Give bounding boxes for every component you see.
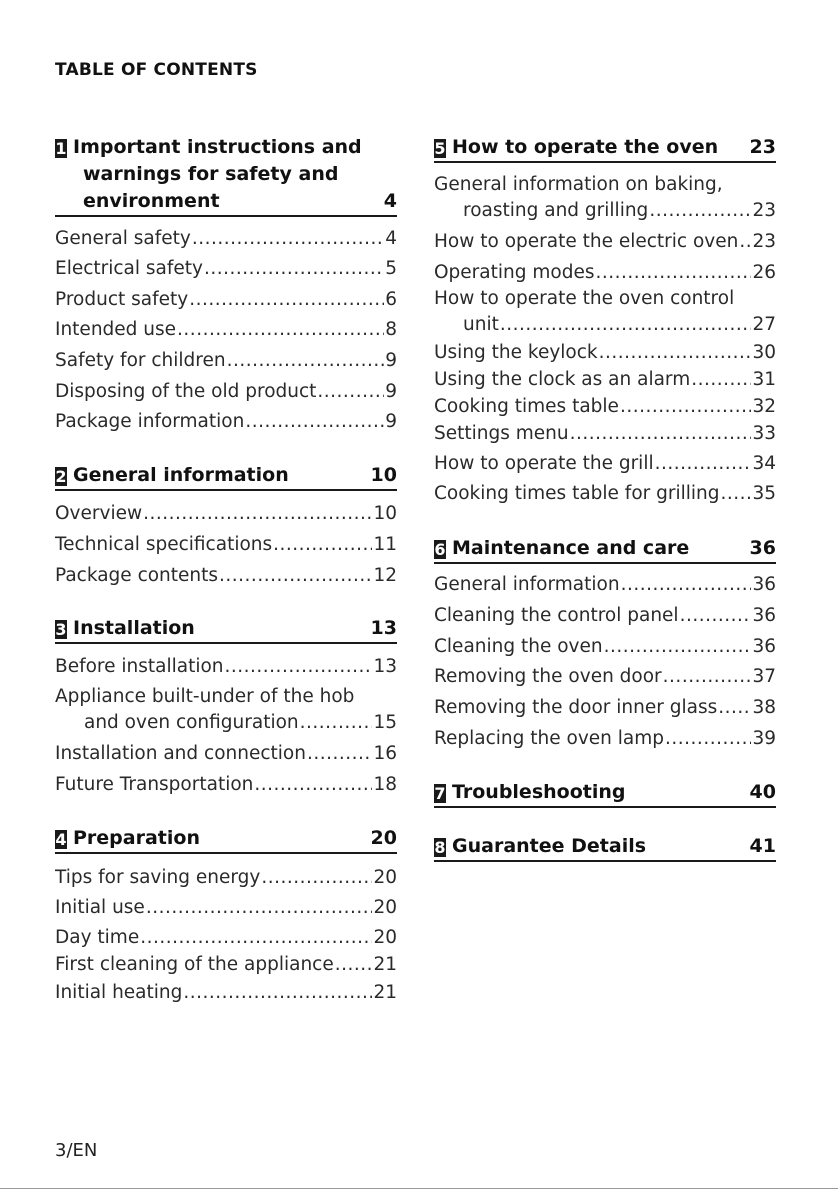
toc-entry-page: 20: [373, 927, 397, 948]
toc-entry[interactable]: [434, 340, 776, 366]
toc-entry-page: 4: [385, 228, 397, 249]
dot-leader: [718, 695, 751, 721]
toc-column-left: [55, 0, 397, 1191]
toc-entry-text: How to operate the grill: [434, 453, 654, 474]
toc-entry-page: 34: [752, 453, 776, 474]
toc-entry[interactable]: [434, 451, 776, 477]
toc-entry-page: 37: [752, 666, 776, 687]
toc-entry-page: 11: [373, 534, 397, 555]
toc-entry[interactable]: [55, 287, 397, 313]
toc-entry-text: and oven configuration: [84, 712, 299, 733]
toc-entry[interactable]: [55, 654, 397, 680]
toc-entry[interactable]: [55, 409, 397, 435]
toc-entry-text: Day time: [55, 927, 140, 948]
toc-entry-text: Appliance built-under of the hob: [55, 686, 355, 707]
dot-leader: [227, 348, 385, 374]
toc-entry[interactable]: [434, 603, 776, 629]
section-page-number: 13: [370, 617, 397, 639]
dot-leader: [665, 726, 751, 752]
toc-entry[interactable]: [55, 741, 397, 767]
dot-leader: [655, 451, 752, 477]
toc-entry-page: 35: [752, 483, 776, 504]
toc-entry[interactable]: [55, 563, 397, 589]
toc-entry[interactable]: [55, 952, 397, 978]
toc-entry-text: How to operate the oven control: [434, 288, 735, 309]
dot-leader: [570, 421, 752, 447]
toc-entry-text: How to operate the electric oven: [434, 231, 739, 252]
toc-entry-page: 23: [752, 200, 776, 221]
section-title: How to operate the oven: [452, 136, 719, 158]
dot-leader: [317, 379, 384, 405]
section-page-number: 23: [749, 136, 776, 158]
toc-entry-page: 31: [752, 369, 776, 390]
toc-entry-text: Cleaning the oven: [434, 636, 603, 657]
dot-leader: [663, 664, 752, 690]
toc-entry-page: 13: [373, 656, 397, 677]
toc-entry-text: Package contents: [55, 565, 219, 586]
section-page-number: 20: [370, 827, 397, 849]
dot-leader: [192, 226, 384, 252]
toc-entry-page: 30: [752, 342, 776, 363]
dot-leader: [599, 340, 752, 366]
section-page-number: 40: [749, 781, 776, 803]
section-number-badge: 5: [434, 139, 446, 158]
section-number-badge: 2: [55, 467, 67, 486]
section-title: Important instructions and: [73, 136, 362, 158]
section-number-badge: 6: [434, 540, 446, 559]
toc-entry[interactable]: [55, 684, 397, 736]
dot-leader: [219, 563, 372, 589]
toc-entry[interactable]: [55, 501, 397, 527]
section-page-number: 41: [749, 835, 776, 857]
toc-entry[interactable]: [434, 726, 776, 752]
toc-entry[interactable]: [55, 317, 397, 343]
toc-entry-text: Removing the oven door: [434, 666, 662, 687]
toc-entry-page: 27: [752, 314, 776, 335]
toc-entry-page: 39: [752, 728, 776, 749]
section-heading[interactable]: [55, 615, 397, 644]
toc-entry[interactable]: [55, 980, 397, 1006]
toc-entry[interactable]: [434, 634, 776, 660]
section-title: environment: [83, 190, 220, 212]
dot-leader: [691, 367, 751, 393]
toc-entry-page: 12: [373, 565, 397, 586]
dot-leader: [621, 572, 752, 598]
toc-entry-page: 20: [373, 897, 397, 918]
toc-entry-text: Future Transportation: [55, 774, 254, 795]
dot-leader: [500, 312, 752, 338]
dot-leader: [604, 634, 752, 660]
toc-entry-text: Cleaning the control panel: [434, 605, 679, 626]
section-number-badge: 7: [434, 784, 446, 803]
toc-entry[interactable]: [55, 865, 397, 891]
dot-leader: [273, 532, 372, 558]
toc-entry[interactable]: [434, 421, 776, 447]
dot-leader: [261, 865, 372, 891]
toc-entry-text: General safety: [55, 228, 191, 249]
toc-entry-text: Technical specifications: [55, 534, 273, 555]
toc-entry[interactable]: [55, 532, 397, 558]
toc-entry-text: Removing the door inner glass: [434, 697, 718, 718]
dot-leader: [143, 501, 372, 527]
toc-entry-text: Disposing of the old product: [55, 381, 317, 402]
toc-entry-text: unit: [463, 314, 499, 335]
toc-entry-text: Initial use: [55, 897, 145, 918]
toc-entry-page: 38: [752, 697, 776, 718]
toc-entry-text: Tips for saving energy: [55, 867, 261, 888]
section-heading[interactable]: [434, 779, 776, 808]
toc-entry-page: 33: [752, 423, 776, 444]
toc-entry-page: 18: [373, 774, 397, 795]
toc-entry[interactable]: [434, 695, 776, 721]
dot-leader: [254, 772, 372, 798]
toc-entry-text: Safety for children: [55, 350, 226, 371]
dot-leader: [721, 481, 752, 507]
section-heading[interactable]: [55, 825, 397, 854]
toc-entry[interactable]: [434, 394, 776, 420]
toc-entry-text: Using the keylock: [434, 342, 598, 363]
section-page-number: 4: [383, 190, 397, 212]
dot-leader: [183, 980, 372, 1006]
toc-entry-text: First cleaning of the appliance: [55, 954, 334, 975]
toc-entry[interactable]: [55, 348, 397, 374]
toc-entry[interactable]: [55, 925, 397, 951]
section-page-number: 10: [370, 464, 397, 486]
toc-entry-text: Product safety: [55, 289, 189, 310]
toc-entry-text: Installation and connection: [55, 743, 306, 764]
dot-leader: [204, 256, 384, 282]
toc-entry[interactable]: [434, 260, 776, 286]
toc-entry[interactable]: [434, 229, 776, 255]
section-title: Preparation: [73, 827, 200, 849]
toc-entry[interactable]: [55, 772, 397, 798]
toc-entry-page: 9: [385, 411, 397, 432]
section-heading[interactable]: [55, 134, 397, 217]
toc-entry-text: General information on baking,: [434, 174, 723, 195]
section-number-badge: 4: [55, 830, 67, 849]
section-title: Guarantee Details: [452, 835, 647, 857]
toc-entry-text: Initial heating: [55, 982, 183, 1003]
toc-entry-page: 21: [373, 954, 397, 975]
toc-entry-text: roasting and grilling: [463, 200, 649, 221]
toc-entry-page: 6: [385, 289, 397, 310]
toc-entry-text: Cooking times table for grilling: [434, 483, 720, 504]
section-page-number: 36: [749, 537, 776, 559]
section-title: Troubleshooting: [452, 781, 626, 803]
dot-leader: [680, 603, 752, 629]
section-title: General information: [73, 464, 289, 486]
toc-entry-page: 36: [752, 605, 776, 626]
toc-entry-page: 15: [373, 712, 397, 733]
dot-leader: [245, 409, 384, 435]
toc-entry-text: Package information: [55, 411, 245, 432]
toc-entry-text: Replacing the oven lamp: [434, 728, 665, 749]
dot-leader: [189, 287, 384, 313]
toc-entry[interactable]: [434, 572, 776, 598]
section-number-badge: 8: [434, 838, 446, 857]
toc-entry-page: 23: [752, 231, 776, 252]
toc-entry-page: 10: [373, 503, 397, 524]
section-heading[interactable]: [434, 833, 776, 862]
section-number-badge: 3: [55, 620, 67, 639]
section-number-badge: 1: [55, 139, 67, 158]
toc-entry-page: 5: [385, 258, 397, 279]
dot-leader: [140, 925, 372, 951]
toc-entry-page: 26: [752, 262, 776, 283]
toc-entry[interactable]: [434, 367, 776, 393]
toc-entry-text: Cooking times table: [434, 396, 619, 417]
toc-entry-text: Intended use: [55, 319, 177, 340]
toc-entry-page: 8: [385, 319, 397, 340]
section-title: Installation: [73, 617, 195, 639]
toc-column-right: [434, 0, 776, 1191]
toc-entry-page: 32: [752, 396, 776, 417]
toc-entry[interactable]: [55, 379, 397, 405]
section-title: Maintenance and care: [452, 537, 690, 559]
section-heading[interactable]: [434, 134, 776, 163]
dot-leader: [225, 654, 373, 680]
toc-entry-page: 21: [373, 982, 397, 1003]
toc-entry-text: Settings menu: [434, 423, 569, 444]
toc-entry[interactable]: [55, 226, 397, 252]
toc-entry-page: 20: [373, 867, 397, 888]
section-heading[interactable]: [434, 535, 776, 564]
toc-entry-text: Operating modes: [434, 262, 595, 283]
dot-leader: [335, 952, 373, 978]
toc-entry[interactable]: [434, 286, 776, 338]
toc-entry-page: 9: [385, 381, 397, 402]
toc-entry-page: 36: [752, 636, 776, 657]
dot-leader: [595, 260, 751, 286]
section-heading[interactable]: [55, 462, 397, 491]
toc-entry-text: Overview: [55, 503, 143, 524]
toc-entry-text: General information: [434, 574, 620, 595]
toc-entry-page: 9: [385, 350, 397, 371]
toc-entry-text: Electrical safety: [55, 258, 203, 279]
dot-leader: [177, 317, 384, 343]
toc-entry[interactable]: [55, 256, 397, 282]
toc-entry-page: 36: [752, 574, 776, 595]
toc-entry-text: Using the clock as an alarm: [434, 369, 691, 390]
page-title: TABLE OF CONTENTS: [55, 60, 258, 80]
dot-leader: [146, 895, 373, 921]
dot-leader: [307, 741, 372, 767]
dot-leader: [620, 394, 752, 420]
dot-leader: [300, 710, 373, 736]
page-number: 3/EN: [55, 1140, 98, 1161]
section-title: warnings for safety and: [83, 163, 339, 185]
toc-entry[interactable]: [434, 172, 776, 224]
toc-entry[interactable]: [55, 895, 397, 921]
toc-entry-text: Before installation: [55, 656, 224, 677]
toc-entry[interactable]: [434, 664, 776, 690]
bottom-rule: [0, 1188, 838, 1189]
dot-leader: [649, 198, 751, 224]
toc-entry-page: 16: [373, 743, 397, 764]
toc-entry[interactable]: [434, 481, 776, 507]
dot-leader: [739, 229, 751, 255]
